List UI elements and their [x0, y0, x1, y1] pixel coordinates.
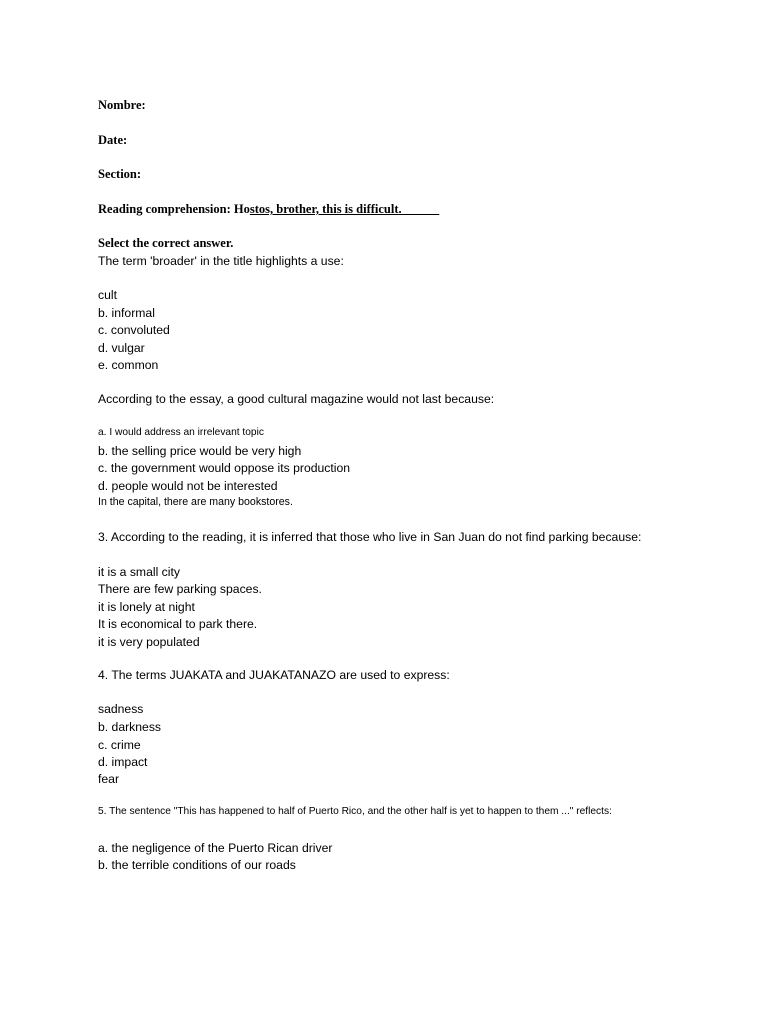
question-2-prompt: According to the essay, a good cultural magazine would not last because: — [98, 392, 495, 406]
section-label: Section: — [98, 167, 142, 181]
question-5-option: a. the negligence of the Puerto Rican driver — [98, 841, 333, 855]
question-2-option: a. I would address an irrelevant topic — [98, 427, 264, 438]
question-1-prompt: The term 'broader' in the title highlights a use: — [98, 254, 344, 268]
question-1-option: d. vulgar — [98, 341, 145, 355]
question-4-option: sadness — [98, 702, 144, 716]
question-4-option: c. crime — [98, 738, 141, 752]
question-4-option: b. darkness — [98, 720, 162, 734]
question-1-option: c. convoluted — [98, 323, 170, 337]
question-1-option: cult — [98, 288, 117, 302]
title-underlined: stos, brother, this is difficult. — [249, 202, 402, 216]
question-4-option: d. impact — [98, 755, 148, 769]
question-3-option: There are few parking spaces. — [98, 582, 262, 596]
title-prefix: Reading comprehension: Ho — [98, 202, 250, 216]
question-2-option: b. the selling price would be very high — [98, 444, 302, 458]
question-3-prompt: 3. According to the reading, it is inferred that those who live in San Juan do not find parking because: — [98, 530, 642, 544]
question-3-option: it is lonely at night — [98, 600, 195, 614]
date-label: Date: — [98, 133, 128, 147]
question-4-prompt: 4. The terms JUAKATA and JUAKATANAZO are used to express: — [98, 668, 450, 682]
question-4-option: fear — [98, 772, 120, 786]
question-2-option: d. people would not be interested — [98, 479, 278, 493]
question-2-option: c. the government would oppose its production — [98, 461, 351, 475]
question-3-option: It is economical to park there. — [98, 617, 258, 631]
question-3-option: it is very populated — [98, 635, 200, 649]
question-1-option: b. informal — [98, 306, 155, 320]
title-blank: ______ — [401, 202, 440, 216]
question-5-option: b. the terrible conditions of our roads — [98, 858, 296, 872]
question-3-option: it is a small city — [98, 565, 180, 579]
name-label: Nombre: — [98, 98, 146, 112]
question-2-option: In the capital, there are many bookstores. — [98, 496, 293, 508]
question-5-prompt: 5. The sentence "This has happened to half of Puerto Rico, and the other half is yet to happen to them ..." reflects: — [98, 806, 612, 817]
instructions: Select the correct answer. — [98, 236, 234, 250]
question-1-option: e. common — [98, 358, 159, 372]
worksheet-title — [98, 202, 439, 217]
